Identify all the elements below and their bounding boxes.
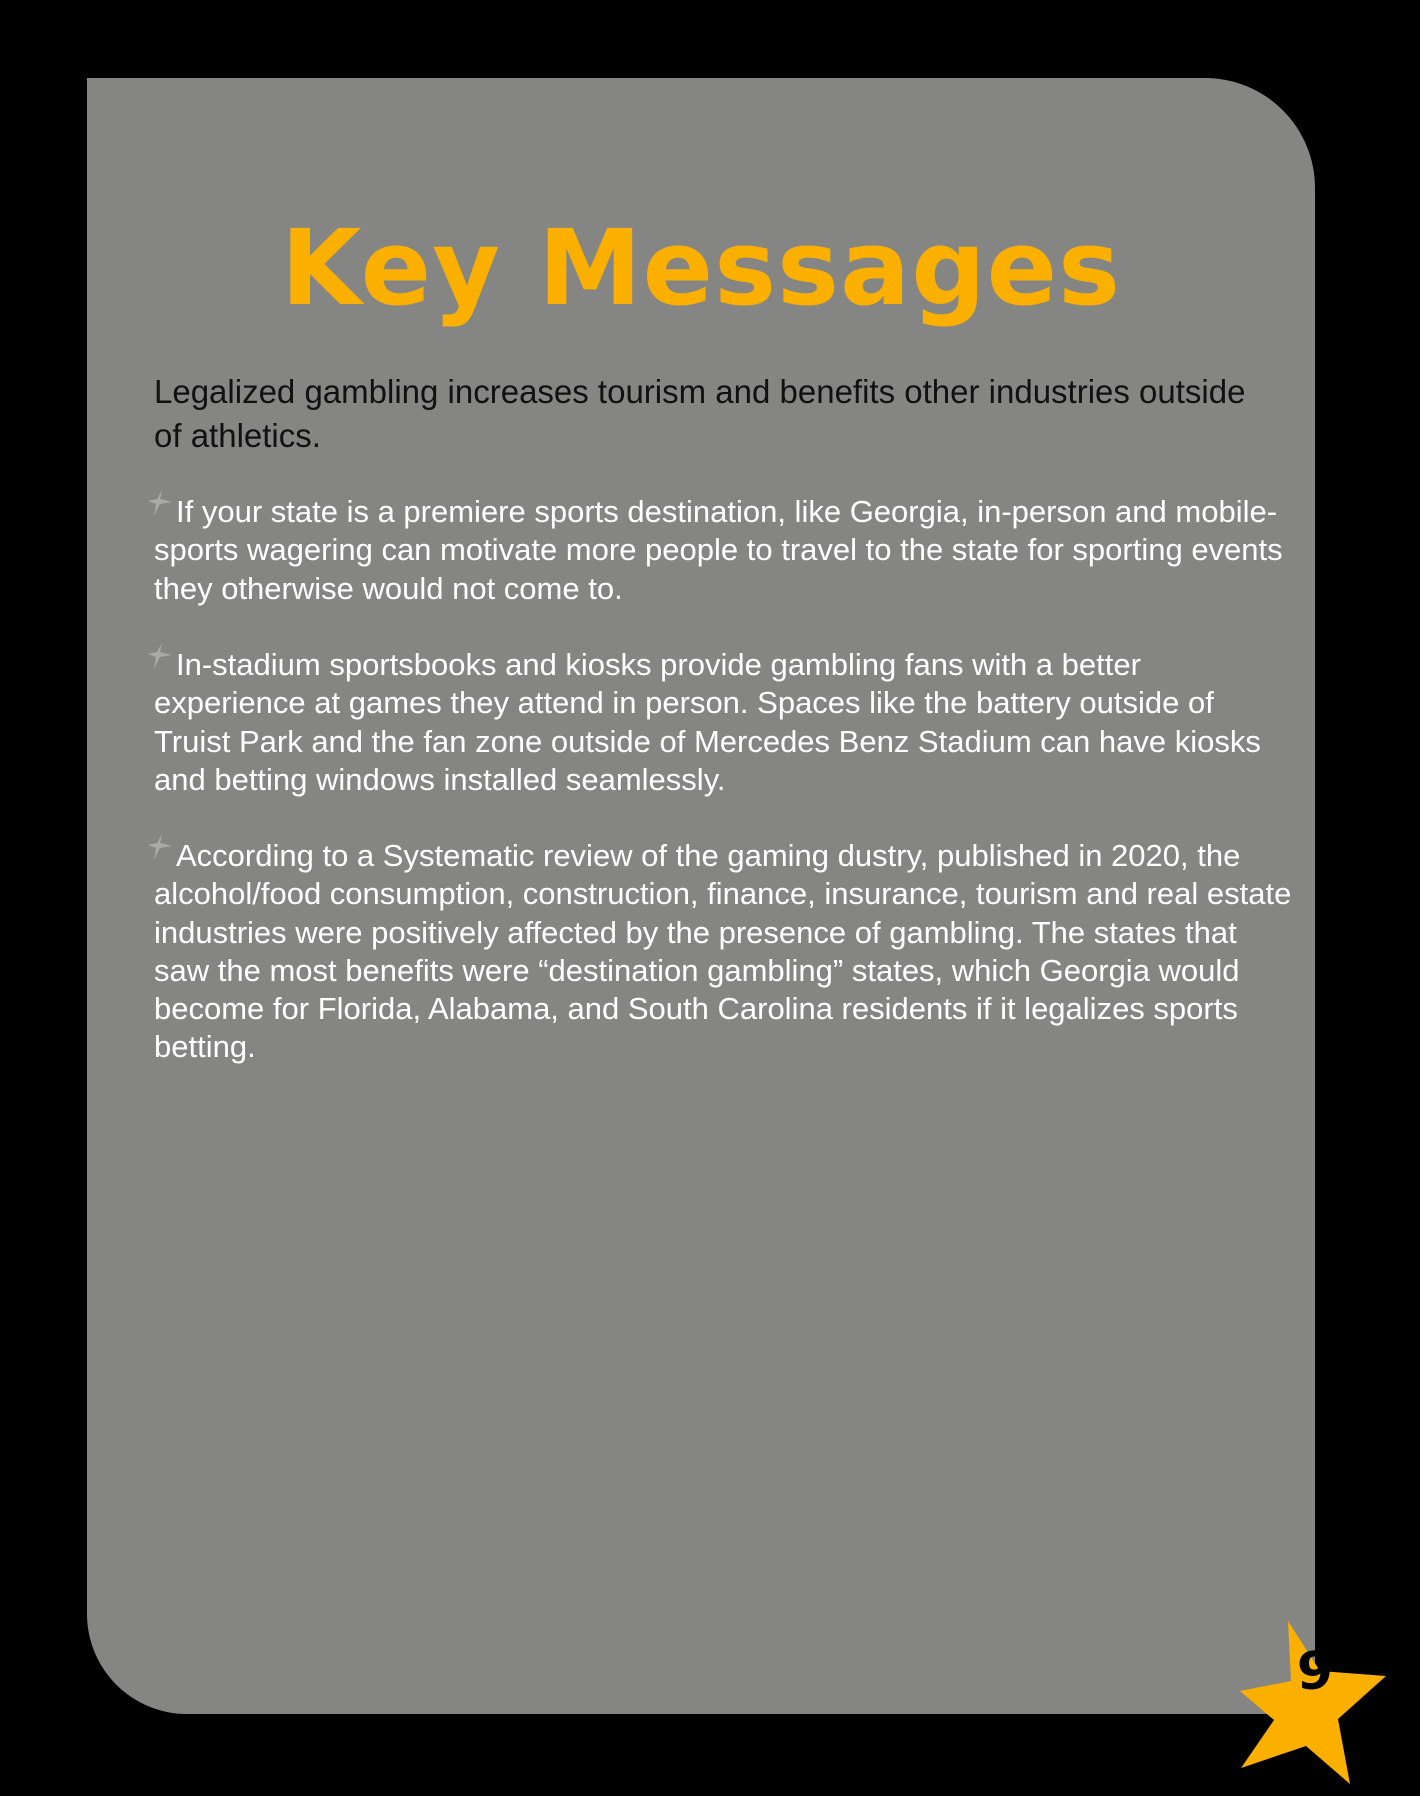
page-number: 9 xyxy=(1296,1642,1334,1702)
bullet-item-3 xyxy=(154,837,1294,1067)
star-bullet-icon xyxy=(146,489,174,517)
bullet-text: According to a Systematic review of the gaming dustry, published in 2020, the alcohol/food consumption, construction, finance, insurance, tourism and real estate industries were positively affected by the presence of gambling. The states that saw the most benefits were “destination gambling” states, which Georgia would become for Florida, Alabama, and South Carolina residents if it legalizes sports betting. xyxy=(154,838,1292,1065)
bullet-item-1 xyxy=(154,493,1294,608)
bullet-item-2 xyxy=(154,646,1294,799)
lead-statement: Legalized gambling increases tourism and benefits other industries outside of athletics. xyxy=(154,373,1246,454)
bullet-text: If your state is a premiere sports destination, like Georgia, in-person and mobile-sports wagering can motivate more people to travel to the state for sporting events they otherwise would not come to. xyxy=(154,494,1283,606)
content-panel xyxy=(87,78,1315,1714)
star-bullet-icon xyxy=(146,833,174,861)
page-title: Key Messages xyxy=(280,207,1122,329)
bullet-text: In-stadium sportsbooks and kiosks provide gambling fans with a better experience at games they attend in person. Spaces like the battery outside of Truist Park and the fan zone outside of Mercedes Benz Stadium can have kiosks and betting windows installed seamlessly. xyxy=(154,647,1261,797)
star-bullet-icon xyxy=(146,642,174,670)
